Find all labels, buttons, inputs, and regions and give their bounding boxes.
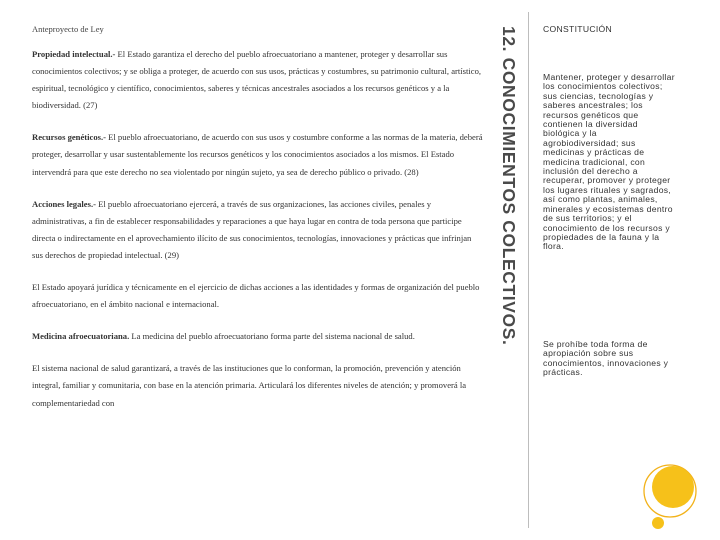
paragraph-lead: Recursos genéticos.- <box>32 132 106 143</box>
paragraph-lead: Propiedad intelectual.- <box>32 49 116 59</box>
paragraph-recursos-geneticos <box>32 129 484 180</box>
paragraph-acciones-legales <box>32 196 484 264</box>
paragraph-lead: Medicina afroecuatoriana. <box>32 331 130 342</box>
decorative-circle-filled-large <box>652 466 694 508</box>
law-text <box>32 46 484 427</box>
paragraph-text: La medicina del pueblo afroecuatoriano forma parte del sistema nacional de salud. <box>129 331 415 342</box>
paragraph-text: El Estado garantiza el derecho del pueblo afroecuatoriano a mantener, proteger y desarrollar sus conocimientos colectivos; y se obliga a proteger, de acuerdo con sus usos, prácticas y costumbres, su patrimonio cultural, artístico, espiritual, tecnológico y científico, conocimientos, saberes y técnicas ancestrales asociados a los recursos genéticos y a la biodiversidad. (27) <box>32 49 482 111</box>
column-divider <box>528 12 529 528</box>
paragraph-sistema-salud <box>32 360 484 411</box>
constitution-text-rights: Mantener, proteger y desarrollar los conocimientos colectivos; sus ciencias, tecnologías y saberes ancestrales; los recursos genéticos que contienen la diversidad biológica y la agrobiodiversidad; sus medicinas y prácticas de medicina tradicional, con inclusión del derecho a recuperar, promover y proteger los lugares rituales y sagrados, así como plantas, animales, minerales y ecosistemas dentro de sus territorios; y el conocimiento de los recursos y propiedades de la fauna y la flora. <box>543 72 675 252</box>
constitution-text-prohibition: Se prohíbe toda forma de apropiación sobre sus conocimientos, innovaciones y prácticas. <box>543 339 669 378</box>
paragraph-propiedad-intelectual <box>32 46 484 114</box>
document-header: Anteproyecto de Ley <box>32 24 104 34</box>
paragraph-text: El Estado apoyará jurídica y técnicamente en el ejercicio de dichas acciones a las identidades y formas de organización del pueblo afroecuatoriano, en el ámbito nacional e internacional. <box>32 282 480 310</box>
section-title-wrapper <box>498 26 526 378</box>
paragraph-text: El pueblo afroecuatoriano ejercerá, a través de sus organizaciones, las acciones civiles, penales y administrativas, a fin de establecer responsabilidades y reparaciones a que haya lugar en contra de toda persona que participe directa o indirectamente en el aprovechamiento ilícito de sus conocimientos, tecnologías, innovaciones y prácticas que infrinjan sus derechos de propiedad intelectual. (29) <box>32 198 472 260</box>
decorative-circle-ring <box>644 465 696 517</box>
paragraph-lead: Acciones legales.- <box>32 198 96 209</box>
paragraph-text: El sistema nacional de salud garantizará, a través de las instituciones que lo conforman, la promoción, prevención y atención integral, familiar y comunitaria, con base en la atención primaria. Articulará los diferentes niveles de atención; y promoverá la complementariedad con <box>32 363 467 408</box>
decorative-circle-filled-small <box>652 517 664 529</box>
paragraph-medicina-afroecuatoriana <box>32 328 484 345</box>
paragraph-text: El pueblo afroecuatoriano, de acuerdo con sus usos y costumbre conforme a las normas de la materia, deberá proteger, desarrollar y usar sustentablemente los recursos genéticos y los conocimientos asociados a los mismos. El Estado intervendrá para que este derecho no sea violentado por ningún sujeto, ya sea de derecho público o privado. (28) <box>32 132 483 177</box>
paragraph-apoyo-estado <box>32 279 484 313</box>
section-title: 12. CONOCIMIENTOS COLECTIVOS. <box>499 26 519 346</box>
constitution-header: CONSTITUCIÓN <box>543 24 613 34</box>
